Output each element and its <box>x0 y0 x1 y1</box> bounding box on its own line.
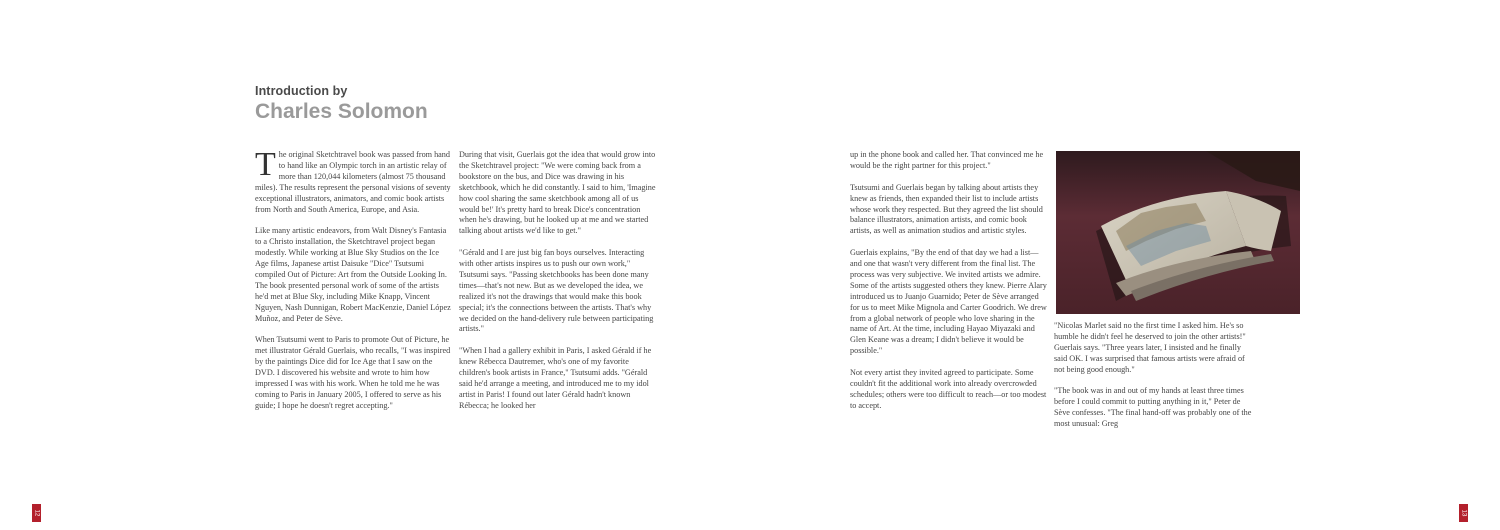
paragraph: When Tsutsumi went to Paris to promote Out of Picture, he met illustrator Gérald Guerlais, who recalls, "I was inspired by the paintings Dice did for Ice Age that I saw on the DVD. I discovered his website and wrote to him how impressed I was with his work. When he told me he was coming to Paris in January 2005, I offered to serve as his guide; I hope he doesn't regret accepting." <box>255 335 451 410</box>
heading-intro: Introduction by <box>255 84 348 98</box>
page-number-right <box>1459 504 1468 522</box>
paragraph: Like many artistic endeavors, from Walt Disney's Fantasia to a Christo installation, the Sketchtravel project began modestly. While working at Blue Sky Studios on the Ice Age films, Japanese artist Daisuke "Dice" Tsutsumi compiled Out of Picture: Art from the Outside Looking In. The book presented personal work of some of the artists he'd met at Blue Sky, including Mike Knapp, Vincent Nguyen, Nash Dunnigan, Robert MacKenzie, Daniel López Muñoz, and Peter de Sève. <box>255 226 451 323</box>
sketchbook-photo <box>1056 151 1300 314</box>
paragraph: "Nicolas Marlet said no the first time I asked him. He's so humble he didn't feel he deserved to join the other artists!" Guerlais says. "Three years later, I insisted and he finally said OK. I was surprised that famous artists were afraid of not being good enough." <box>1054 321 1246 374</box>
paragraph: During that visit, Guerlais got the idea that would grow into the Sketchtravel project: "We were coming back from a bookstore on the bus, and Dice was drawing in his sketchbook, which he did constantly. I said to him, 'Imagine how cool sharing the same sketchbook among all of us would be!' It's pretty hard to break Dice's concentration when he's drawing, but he looked up at me and we started talking about artists we'd like to get." <box>459 150 656 236</box>
paragraph-text: he original Sketchtravel book was passed from hand to hand like an Olympic torch in an artistic relay of more than 120,044 kilometers (almost 75 thousand miles). The results represent the personal visions of seventy exceptional illustrators, animators, and comic book artists from North and South America, Europe, and Asia. <box>255 150 451 214</box>
paragraph: "Gérald and I are just big fan boys ourselves. Interacting with other artists inspires us to push our own work," Tsutsumi says. "Passing sketchbooks has been done many times—that's not new. But as we developed the idea, we realized it's not the drawings that would make this book special; it's the connections between the artists. That's why we decided on the hand-delivery rule between participating artists." <box>459 248 654 334</box>
paragraph: Guerlais explains, "By the end of that day we had a list—and one that wasn't very different from the final list. The process was very subjective. We invited artists we admire. Some of the artists suggested others they knew. Pierre Alary introduced us to Juanjo Guarnido; Peter de Sève arranged for us to meet Mike Mignola and Carter Goodrich. We drew from a global network of people who love sharing in the name of Art. At the time, including Hayao Miyazaki and Glen Keane was a dream; I didn't believe it would be possible." <box>850 248 1047 356</box>
paragraph: "When I had a gallery exhibit in Paris, I asked Gérald if he knew Rébecca Dautremer, who's one of my favorite children's book artists in France," Tsutsumi adds. "Gérald said he'd arrange a meeting, and introduced me to my idol artist in Paris! I found out later Gérald hadn't known Rébecca; he looked her <box>459 346 652 410</box>
text-column-1 <box>255 146 453 412</box>
text-column-4 <box>1054 321 1252 430</box>
paragraph: Tsutsumi and Guerlais began by talking about artists they knew as friends, then expanded their list to include artists whose work they respected. But they agreed the list should balance illustrators, animation artists, and comic book artists, as well as animation studios and artistic styles. <box>850 182 1043 236</box>
paragraph <box>255 146 453 215</box>
heading-author: Charles Solomon <box>255 100 428 123</box>
chapter-heading <box>255 84 428 124</box>
paragraph: Not every artist they invited agreed to participate. Some couldn't fit the additional work into already overcrowded schedules; others were too difficult to reach—or too modest to accept. <box>850 368 1047 410</box>
text-column-2 <box>459 150 657 412</box>
page-number-right-label: 13 <box>1460 509 1467 517</box>
drop-cap: T <box>255 146 276 183</box>
paragraph: up in the phone book and called her. That convinced me he would be the right partner for this project." <box>850 150 1044 170</box>
text-column-3 <box>850 150 1048 412</box>
sketchbook-illustration <box>1056 151 1300 314</box>
page-number-left-label: 12 <box>33 509 40 517</box>
page-number-left <box>32 504 41 522</box>
paragraph: "The book was in and out of my hands at least three times before I could commit to putting anything in it," Peter de Sève confesses. "The final hand-off was probably one of the most unusual: Greg <box>1054 386 1252 429</box>
